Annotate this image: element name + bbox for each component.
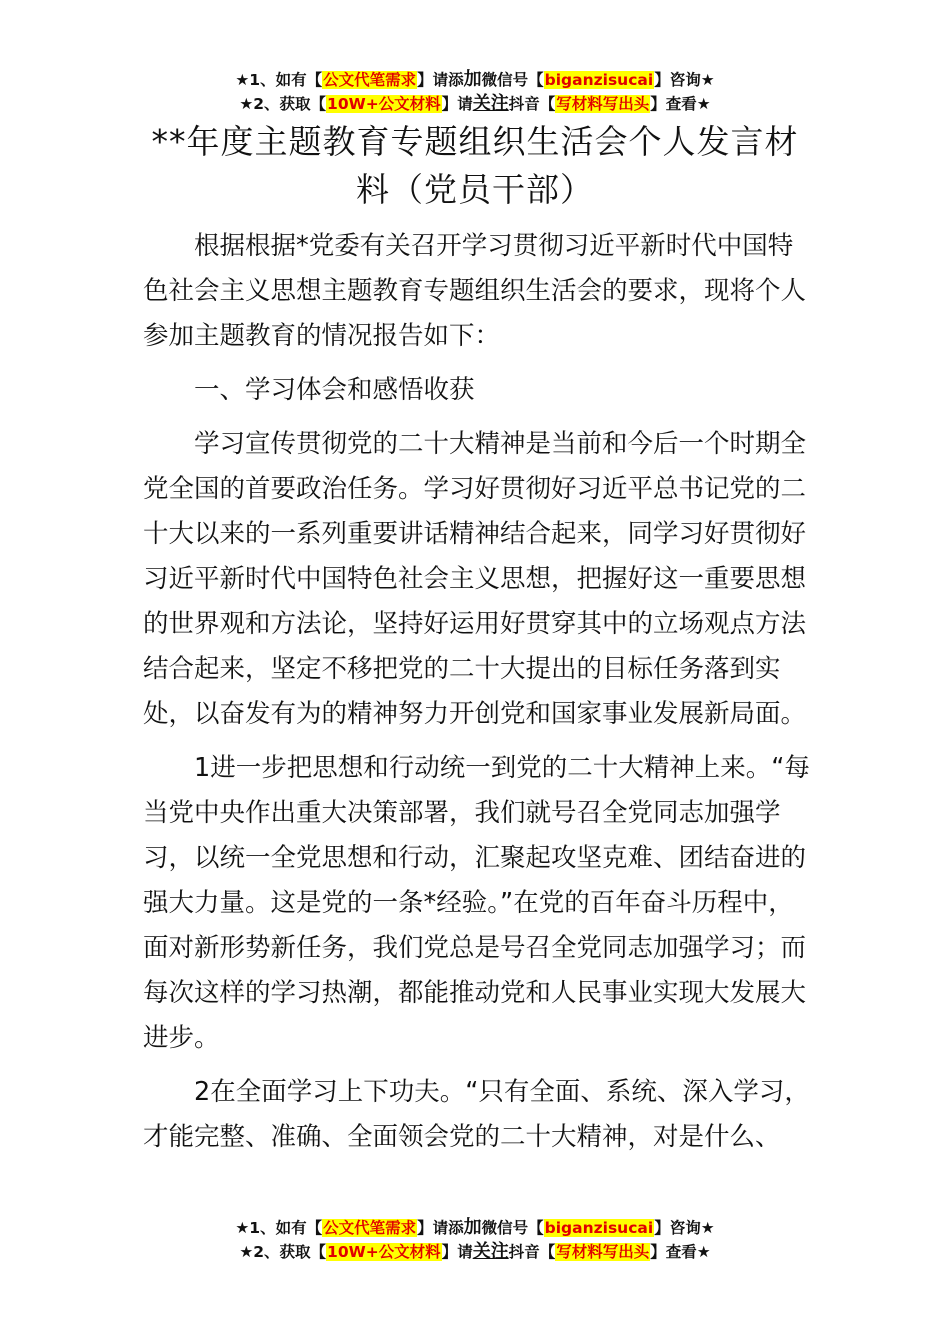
promo-text: 】查看★ [650,1243,711,1261]
promo-line-1 [0,1216,950,1240]
document-title: **年度主题教育专题组织生活会个人发言材料（党员干部） [151,122,799,209]
section-heading: 一、学习体会和感悟收获 [194,375,475,405]
promo-text: ★1、如有【 [235,1219,323,1237]
promo-text: 】请 [441,95,473,113]
promo-text: 微信号【 [481,1219,544,1237]
promo-text: 加 [463,1217,482,1238]
document-body [143,224,815,1160]
promo-text: ★2、获取【 [239,1243,327,1261]
paragraph: 学习宣传贯彻党的二十大精神是当前和今后一个时期全党全国的首要政治任务。学习好贯彻好习近平总书记党的二十大以来的一系列重要讲话精神结合起来，同学习好贯彻好习近平新时代中国特色社会主义思想，把握好这一重要思想的世界观和方法论，坚持好运用好贯穿其中的立场观点方法结合起来，坚定不移把党的二十大提出的目标任务落到实处，以奋发有为的精神努力开创党和国家事业发展新局面。 [143,429,807,729]
promo-line-2 [0,1240,950,1264]
promo-wechat-id: biganzisucai [544,71,654,89]
promo-douyin-id: 写材料写出头 [556,95,650,113]
promo-text: ★2、获取【 [239,95,327,113]
promo-text: 关注 [472,93,509,114]
promo-highlight: 10W+公文材料 [327,1243,441,1261]
promo-text: 微信号【 [481,71,544,89]
promo-douyin-id: 写材料写出头 [556,1243,650,1261]
promo-text: 抖音【 [508,95,556,113]
promo-text: 】请 [441,1243,473,1261]
promo-highlight: 公文代笔需求 [323,1219,417,1237]
promo-text: 】请添 [417,1219,464,1237]
paragraph-intro: 根据根据*党委有关召开学习贯彻习近平新时代中国特色社会主义思想主题教育专题组织生活会的要求，现将个人参加主题教育的情况报告如下： [143,231,807,351]
paragraph: 1进一步把思想和行动统一到党的二十大精神上来。“每当党中央作出重大决策部署，我们就号召全党同志加强学习，以统一全党思想和行动，汇聚起攻坚克难、团结奋进的强大力量。这是党的一条*经验。”在党的百年奋斗历程中，面对新形势新任务，我们党总是号召全党同志加强学习；而每次这样的学习热潮，都能推动党和人民事业实现大发展大进步。 [143,753,810,1053]
promo-text: 】查看★ [650,95,711,113]
promo-line-1 [0,68,950,92]
paragraph: 2在全面学习上下功夫。“只有全面、系统、深入学习，才能完整、准确、全面领会党的二十大精神，对是什么、 [143,1077,810,1152]
promo-banner-bottom [0,1216,950,1264]
promo-banner-top [0,68,950,116]
promo-wechat-id: biganzisucai [544,1219,654,1237]
promo-text: 】请添 [417,71,464,89]
promo-text: 】咨询★ [654,1219,715,1237]
promo-line-2 [0,92,950,116]
promo-highlight: 10W+公文材料 [327,95,441,113]
promo-text: ★1、如有【 [235,71,323,89]
promo-text: 】咨询★ [654,71,715,89]
promo-highlight: 公文代笔需求 [323,71,417,89]
promo-text: 抖音【 [508,1243,556,1261]
promo-text: 加 [463,69,482,90]
promo-text: 关注 [472,1241,509,1262]
